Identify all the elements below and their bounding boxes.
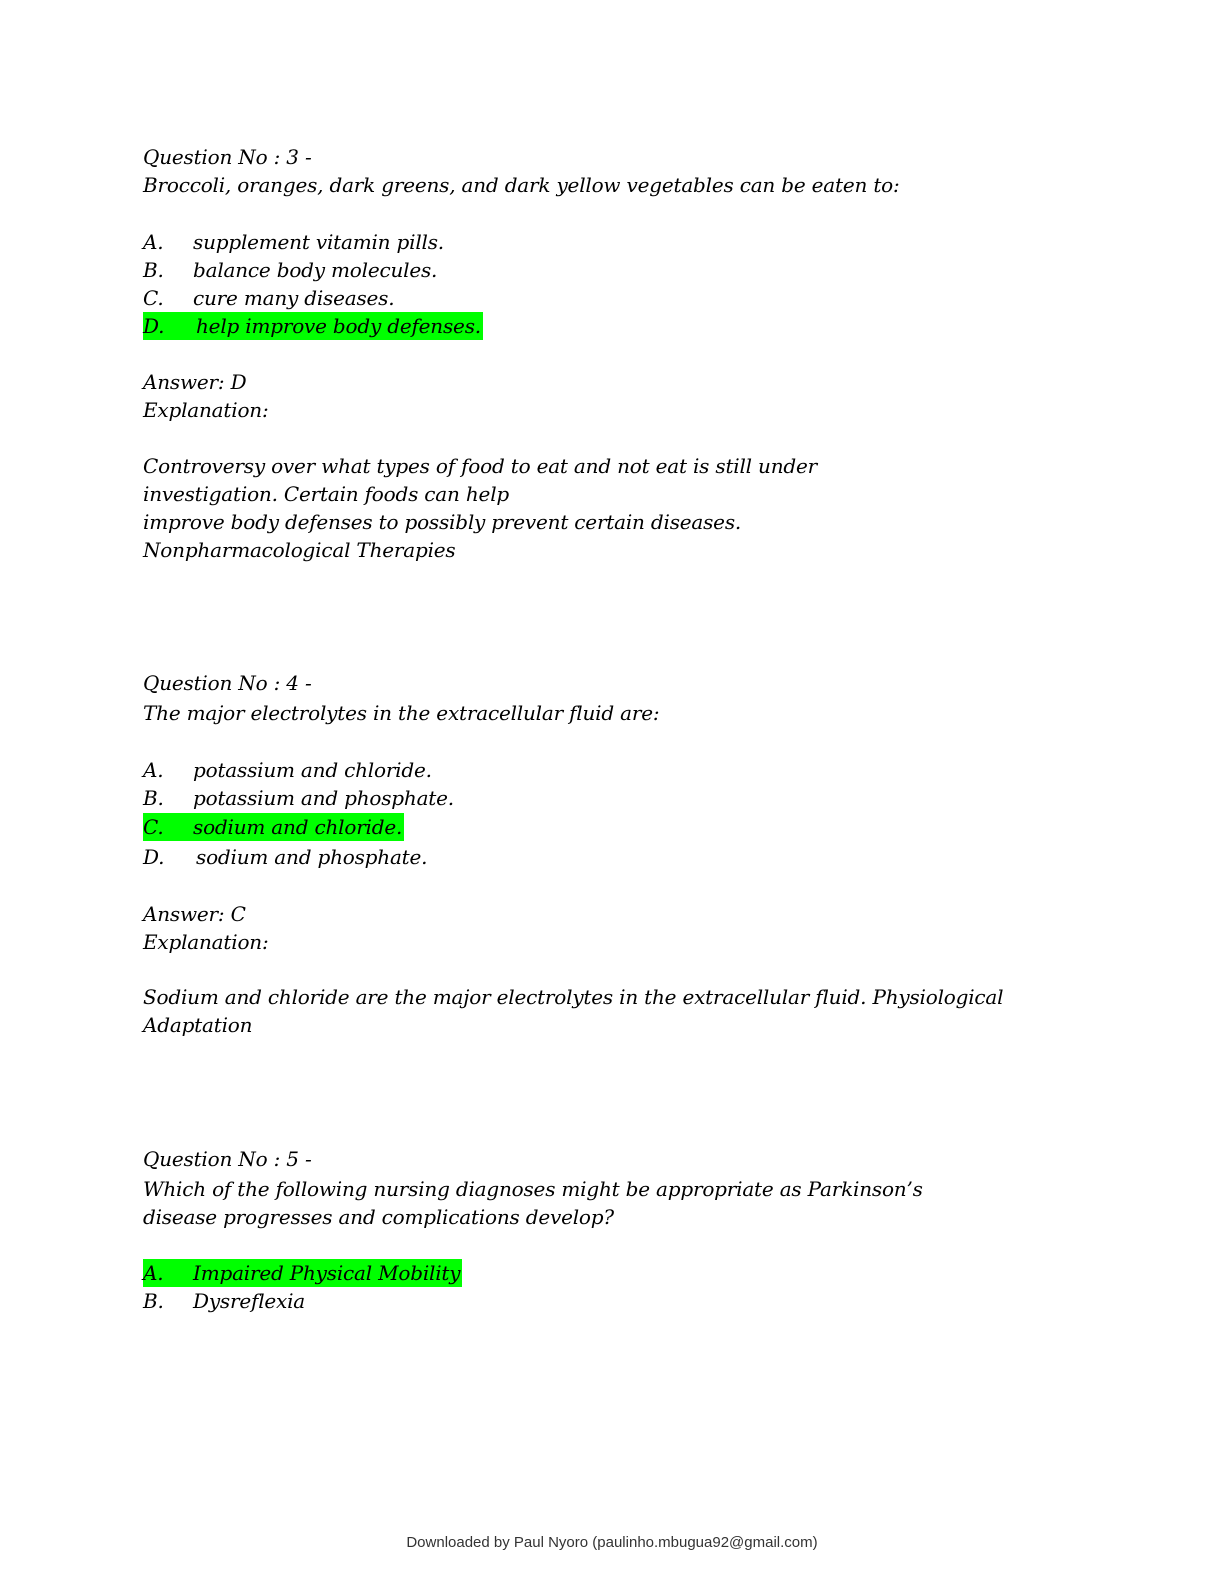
answer-line: Answer: D (143, 370, 247, 394)
explanation-line: investigation. Certain foods can help (143, 482, 509, 506)
option-text: Dysreflexia (193, 1289, 306, 1313)
option-letter: A. (143, 230, 164, 254)
explanation-line: Nonpharmacological Therapies (143, 538, 456, 562)
option-a (143, 756, 432, 784)
option-text: supplement vitamin pills. (193, 230, 444, 254)
option-c-highlighted (143, 813, 404, 841)
option-b (143, 1287, 305, 1315)
question-header: Question No : 3 - (143, 145, 312, 169)
option-letter: D. (143, 845, 165, 869)
option-text: help improve body defenses. (196, 314, 481, 338)
answer-line: Answer: C (143, 902, 246, 926)
option-text: potassium and phosphate. (193, 786, 454, 810)
option-letter: C. (143, 286, 164, 310)
option-letter: A. (143, 1261, 164, 1285)
explanation-label: Explanation: (143, 398, 269, 422)
option-text: sodium and chloride. (193, 815, 403, 839)
question-text: Broccoli, oranges, dark greens, and dark yellow vegetables can be eaten to: (143, 173, 900, 197)
option-text: balance body molecules. (193, 258, 438, 282)
option-letter: B. (143, 786, 164, 810)
question-header: Question No : 5 - (143, 1147, 312, 1171)
option-b (143, 784, 454, 812)
question-text: The major electrolytes in the extracellular fluid are: (143, 701, 660, 725)
option-d (143, 843, 427, 871)
explanation-line: Adaptation (143, 1013, 253, 1037)
explanation-line: improve body defenses to possibly prevent certain diseases. (143, 510, 742, 534)
option-text: potassium and chloride. (193, 758, 432, 782)
question-header: Question No : 4 - (143, 671, 312, 695)
option-letter: B. (143, 1289, 164, 1313)
explanation-line: Sodium and chloride are the major electrolytes in the extracellular fluid. Physiological (143, 985, 1004, 1009)
option-c (143, 284, 394, 312)
explanation-line: Controversy over what types of food to eat and not eat is still under (143, 454, 817, 478)
explanation-label: Explanation: (143, 930, 269, 954)
option-d-highlighted (143, 312, 483, 340)
option-letter: D. (143, 314, 165, 338)
option-letter: B. (143, 258, 164, 282)
option-b (143, 256, 437, 284)
option-letter: C. (143, 815, 164, 839)
download-footer: Downloaded by Paul Nyoro (paulinho.mbugua92@gmail.com) (406, 1534, 818, 1551)
option-a (143, 228, 444, 256)
option-text: cure many diseases. (193, 286, 395, 310)
option-a-highlighted (143, 1259, 462, 1287)
question-text: Which of the following nursing diagnoses might be appropriate as Parkinson’s (143, 1177, 923, 1201)
question-text: disease progresses and complications develop? (143, 1205, 614, 1229)
option-text: Impaired Physical Mobility (193, 1261, 461, 1285)
option-text: sodium and phosphate. (196, 845, 428, 869)
option-letter: A. (143, 758, 164, 782)
